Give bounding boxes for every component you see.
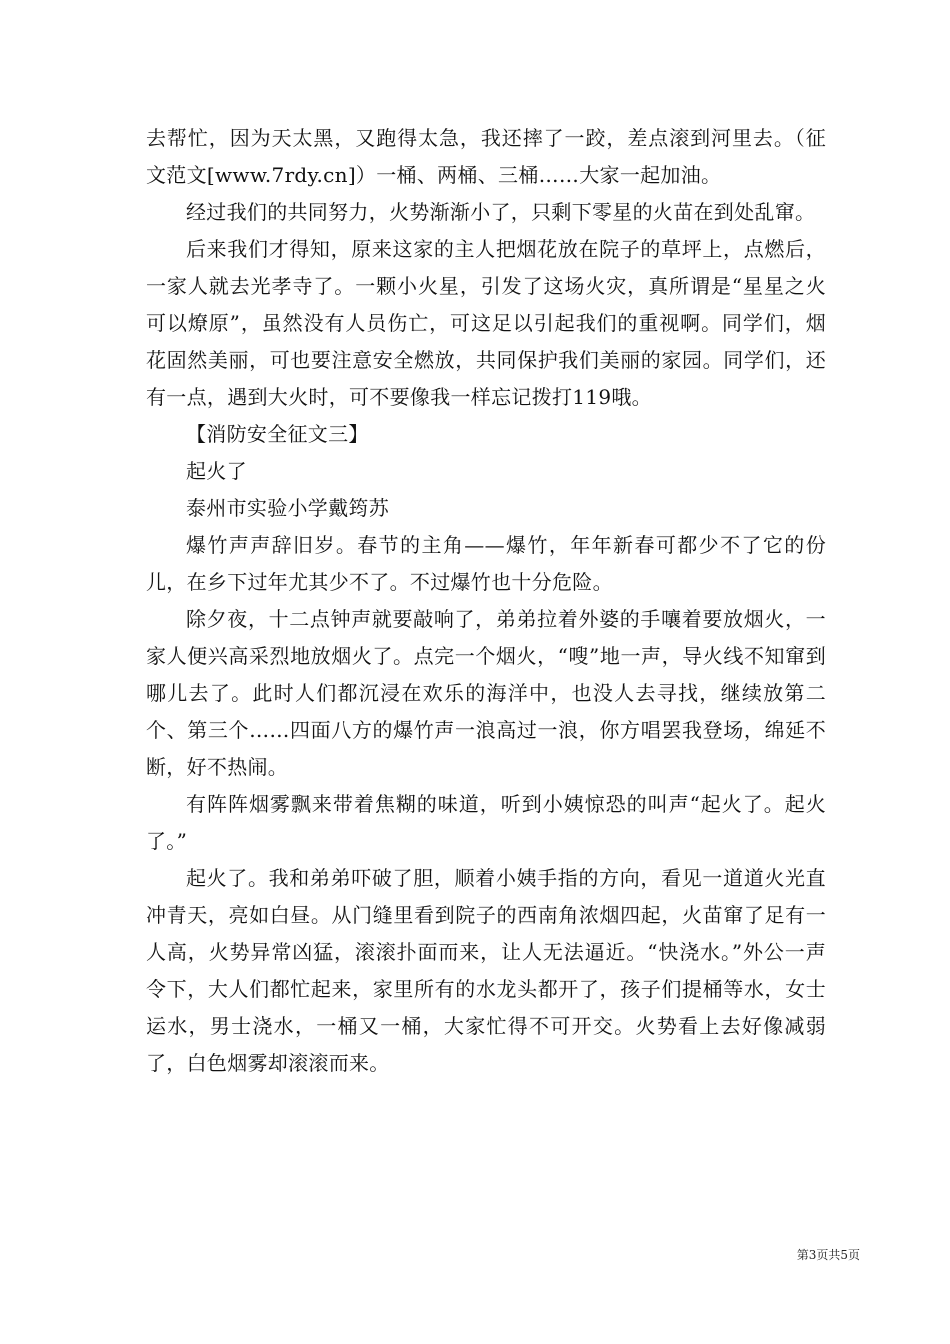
paragraph: 有阵阵烟雾飘来带着焦糊的味道，听到小姨惊恐的叫声“起火了。起火了。” — [146, 792, 826, 853]
section-heading: 【消防安全征文三】 — [186, 422, 369, 446]
page-number-footer: 第3页共5页 — [796, 1248, 860, 1262]
paragraph-continuation: 去帮忙，因为天太黑，又跑得太急，我还摔了一跤，差点滚到河里去。（征文范文[www.7rdy.cn]）一桶、两桶、三桶……大家一起加油。 — [146, 126, 826, 187]
essay-title: 起火了 — [186, 459, 247, 483]
paragraph: 起火了。我和弟弟吓破了胆，顺着小姨手指的方向，看见一道道火光直冲青天，亮如白昼。从门缝里看到院子的西南角浓烟四起，火苗窜了足有一人高，火势异常凶猛，滚滚扑面而来，让人无法逼近。“快浇水。”外公一声令下，大人们都忙起来，家里所有的水龙头都开了，孩子们提桶等水，女士运水，男士浇水，一桶又一桶，大家忙得不可开交。火势看上去好像减弱了，白色烟雾却滚滚而来。 — [146, 866, 826, 1075]
paragraph: 爆竹声声辞旧岁。春节的主角——爆竹，年年新春可都少不了它的份儿，在乡下过年尤其少不了。不过爆竹也十分危险。 — [146, 533, 826, 594]
essay-author: 泰州市实验小学戴筠苏 — [186, 496, 389, 520]
paragraph: 除夕夜，十二点钟声就要敲响了，弟弟拉着外婆的手嚷着要放烟火，一家人便兴高采烈地放烟火了。点完一个烟火，“嗖”地一声，导火线不知窜到哪儿去了。此时人们都沉浸在欢乐的海洋中，也没人去寻找，继续放第二个、第三个……四面八方的爆竹声一浪高过一浪，你方唱罢我登场，绵延不断，好不热闹。 — [146, 607, 826, 779]
paragraph: 经过我们的共同努力，火势渐渐小了，只剩下零星的火苗在到处乱窜。 — [186, 200, 816, 224]
paragraph: 后来我们才得知，原来这家的主人把烟花放在院子的草坪上，点燃后，一家人就去光孝寺了。一颗小火星，引发了这场火灾，真所谓是“星星之火可以燎原”，虽然没有人员伤亡，可这足以引起我们的重视啊。同学们，烟花固然美丽，可也要注意安全燃放，共同保护我们美丽的家园。同学们，还有一点，遇到大火时，可不要像我一样忘记拨打119哦。 — [146, 237, 826, 409]
document-body — [146, 120, 826, 1082]
